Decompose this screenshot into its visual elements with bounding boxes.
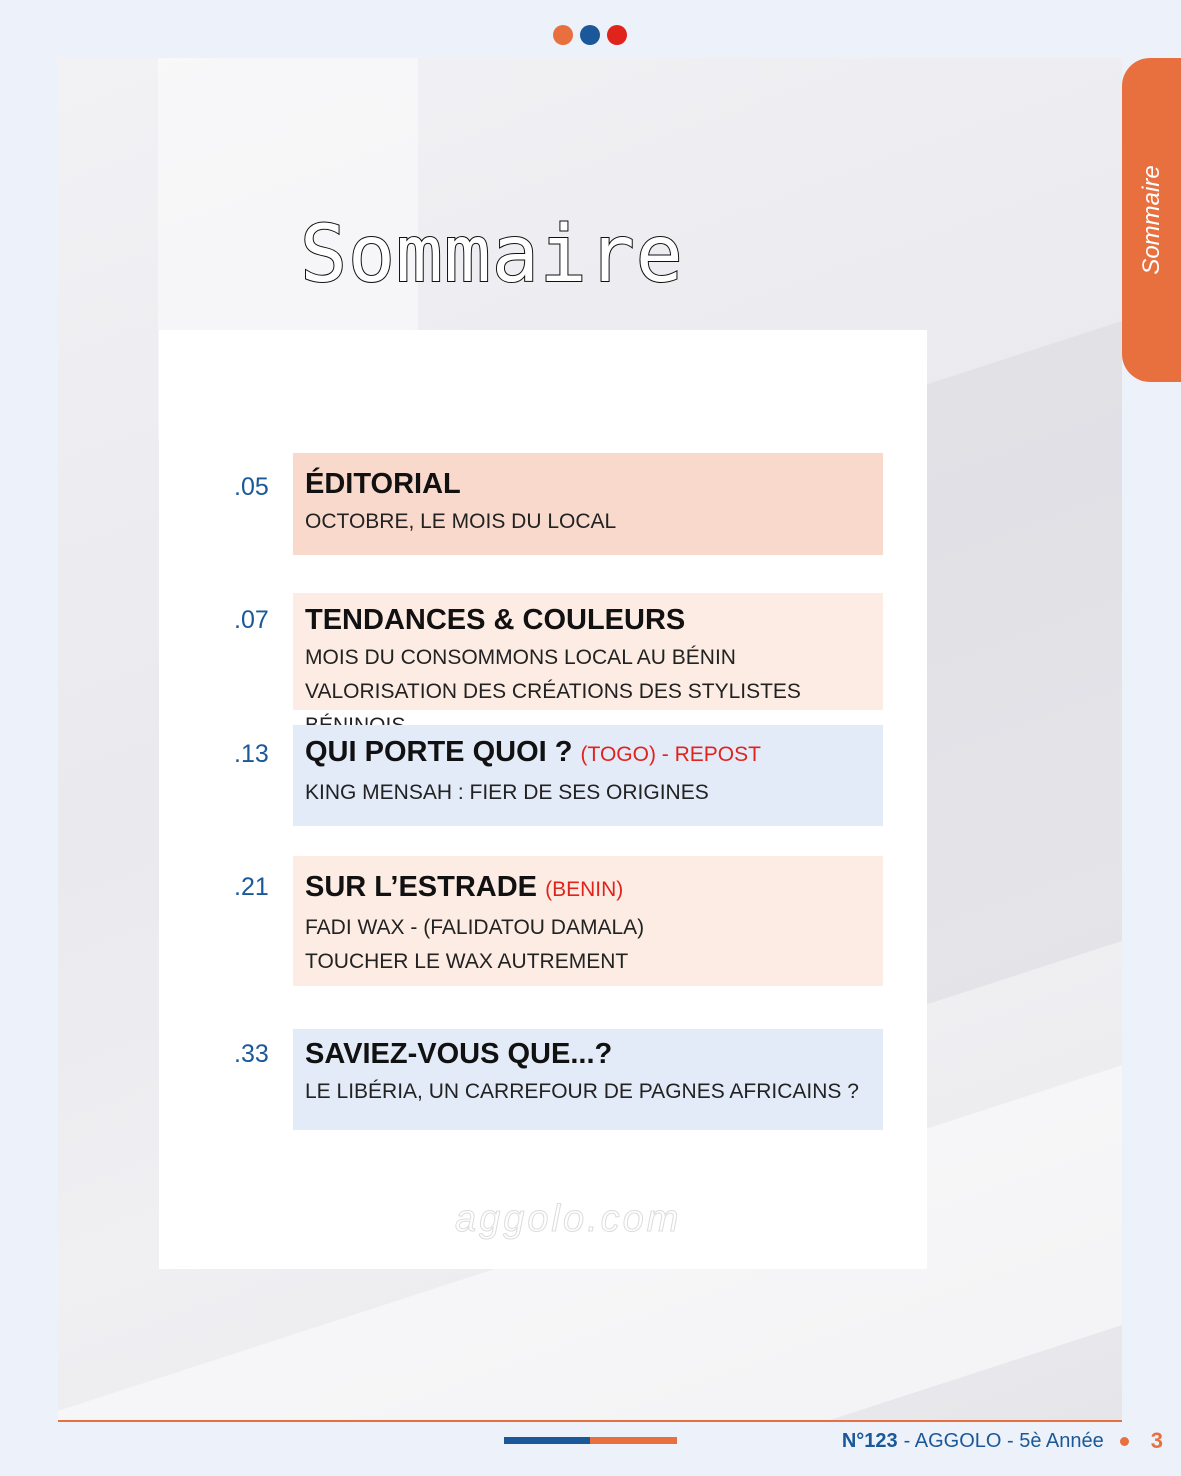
entry-title: SAVIEZ-VOUS QUE...?	[305, 1038, 613, 1070]
page-number: 3	[1150, 1428, 1163, 1453]
section-tab	[1122, 58, 1181, 382]
toc-entry-tendances[interactable]	[293, 593, 883, 710]
footer-rule	[58, 1420, 1122, 1422]
entry-subtitle: FADI WAX - (FALIDATOU DAMALA)	[305, 916, 645, 939]
footer-bar-orange	[590, 1437, 677, 1444]
issue-number: N°123	[841, 1429, 898, 1452]
entry-tag: (TOGO) - REPOST	[580, 743, 761, 766]
toc-entry-qui-porte-quoi[interactable]	[293, 725, 883, 826]
footer-bar-blue	[504, 1437, 590, 1444]
entry-subtitle: MOIS DU CONSOMMONS LOCAL AU BÉNIN	[305, 646, 736, 669]
page-title: Sommaire	[300, 210, 684, 300]
blue-dot	[580, 25, 600, 45]
bullet-icon	[1120, 1437, 1129, 1446]
entry-subtitle: VALORISATION DES CRÉATIONS DES STYLISTES	[305, 680, 801, 703]
toc-entry-editorial[interactable]	[293, 453, 883, 555]
watermark: aggolo.com	[455, 1198, 682, 1240]
entry-title: SUR L’ESTRADE	[305, 871, 538, 903]
red-dot	[607, 25, 627, 45]
entry-subtitle: OCTOBRE, LE MOIS DU LOCAL	[305, 510, 617, 533]
entry-subtitle: LE LIBÉRIA, UN CARREFOUR DE PAGNES AFRICAINS ?	[305, 1080, 859, 1103]
entry-title-row	[305, 870, 871, 907]
entry-subtitle: KING MENSAH : FIER DE SES ORIGINES	[305, 781, 709, 804]
decorative-dots	[553, 25, 627, 45]
entry-title: TENDANCES & COULEURS	[305, 604, 686, 636]
entry-page-number: .21	[234, 873, 269, 901]
toc-entry-saviez-vous[interactable]	[293, 1029, 883, 1130]
entry-page-number: .13	[234, 740, 269, 768]
entry-subtitle: TOUCHER LE WAX AUTREMENT	[305, 950, 629, 973]
magazine-name: - AGGOLO - 5è Année	[903, 1429, 1104, 1452]
section-tab-label: Sommaire	[1137, 165, 1165, 275]
entry-tag: (BENIN)	[545, 878, 624, 901]
entry-title: ÉDITORIAL	[305, 468, 461, 500]
toc-entry-sur-lestrade[interactable]	[293, 856, 883, 986]
entry-page-number: .33	[234, 1040, 269, 1068]
entry-title-row	[305, 735, 871, 772]
footer	[842, 1428, 1163, 1454]
entry-page-number: .05	[234, 473, 269, 501]
orange-dot	[553, 25, 573, 45]
entry-page-number: .07	[234, 606, 269, 634]
entry-title: QUI PORTE QUOI ?	[305, 736, 573, 768]
